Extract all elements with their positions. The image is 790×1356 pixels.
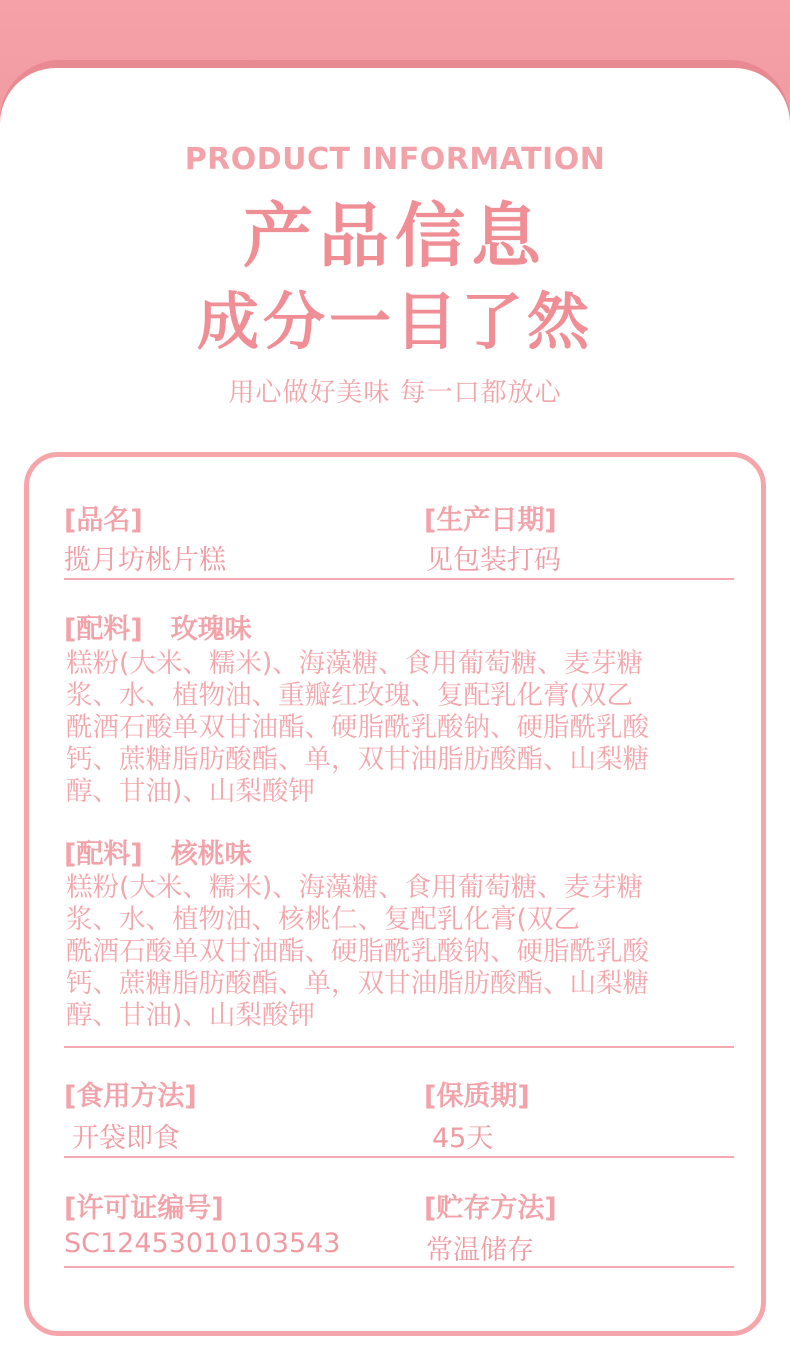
product-name-value: 揽月坊桃片糕 [64, 545, 226, 576]
product-name-label: [品名] [64, 505, 143, 536]
license-value: SC12453010103543 [64, 1228, 341, 1259]
license-label: [许可证编号] [64, 1193, 224, 1224]
ingredients-line: 酰酒石酸单双甘油酯、硬脂酰乳酸钠、硬脂酰乳酸 [66, 936, 649, 967]
ingredients-text-walnut [66, 872, 734, 1032]
shelf-life-value: 45天 [432, 1123, 494, 1154]
usage-label: [食用方法] [64, 1081, 197, 1112]
english-title: PRODUCT INFORMATION [184, 142, 606, 177]
ingredients-line: 醇、甘油)、山梨酸钾 [66, 1000, 315, 1031]
storage-label: [贮存方法] [424, 1193, 557, 1224]
ingredients-line: 醇、甘油)、山梨酸钾 [66, 776, 315, 807]
ingredients-flavor-walnut: 核桃味 [170, 839, 252, 870]
ingredients-flavor-rose: 玫瑰味 [170, 614, 252, 645]
storage-value: 常温储存 [426, 1235, 534, 1266]
divider [64, 1266, 734, 1268]
ingredients-text-rose [66, 648, 734, 808]
ingredients-line: 钙、蔗糖脂肪酸酯、单，双甘油脂肪酸酯、山梨糖 [66, 968, 649, 999]
shelf-life-label: [保质期] [424, 1081, 530, 1112]
divider [64, 578, 734, 580]
ingredients-line: 酰酒石酸单双甘油酯、硬脂酰乳酸钠、硬脂酰乳酸 [66, 712, 649, 743]
ingredients-line: 浆、水、植物油、核桃仁、复配乳化膏(双乙 [66, 904, 580, 935]
production-date-value: 见包装打码 [426, 545, 561, 576]
chinese-subtitle: 成分一目了然 [196, 285, 593, 358]
ingredients-line: 糕粉(大米、糯米)、海藻糖、食用葡萄糖、麦芽糖 [66, 872, 644, 903]
ingredients-label-text: [配料] [64, 614, 143, 645]
ingredients-line: 钙、蔗糖脂肪酸酯、单，双甘油脂肪酸酯、山梨糖 [66, 744, 649, 775]
ingredients-label-text: [配料] [64, 839, 143, 870]
divider [64, 1156, 734, 1158]
ingredients-label [64, 607, 252, 646]
ingredients-label [64, 832, 252, 871]
divider [64, 1046, 734, 1048]
chinese-title: 产品信息 [243, 195, 547, 277]
usage-value: 开袋即食 [72, 1123, 180, 1154]
ingredients-line: 糕粉(大米、糯米)、海藻糖、食用葡萄糖、麦芽糖 [66, 648, 644, 679]
slogan: 用心做好美味 每一口都放心 [228, 378, 562, 408]
production-date-label: [生产日期] [424, 505, 557, 536]
ingredients-line: 浆、水、植物油、重瓣红玫瑰、复配乳化膏(双乙 [66, 680, 633, 711]
